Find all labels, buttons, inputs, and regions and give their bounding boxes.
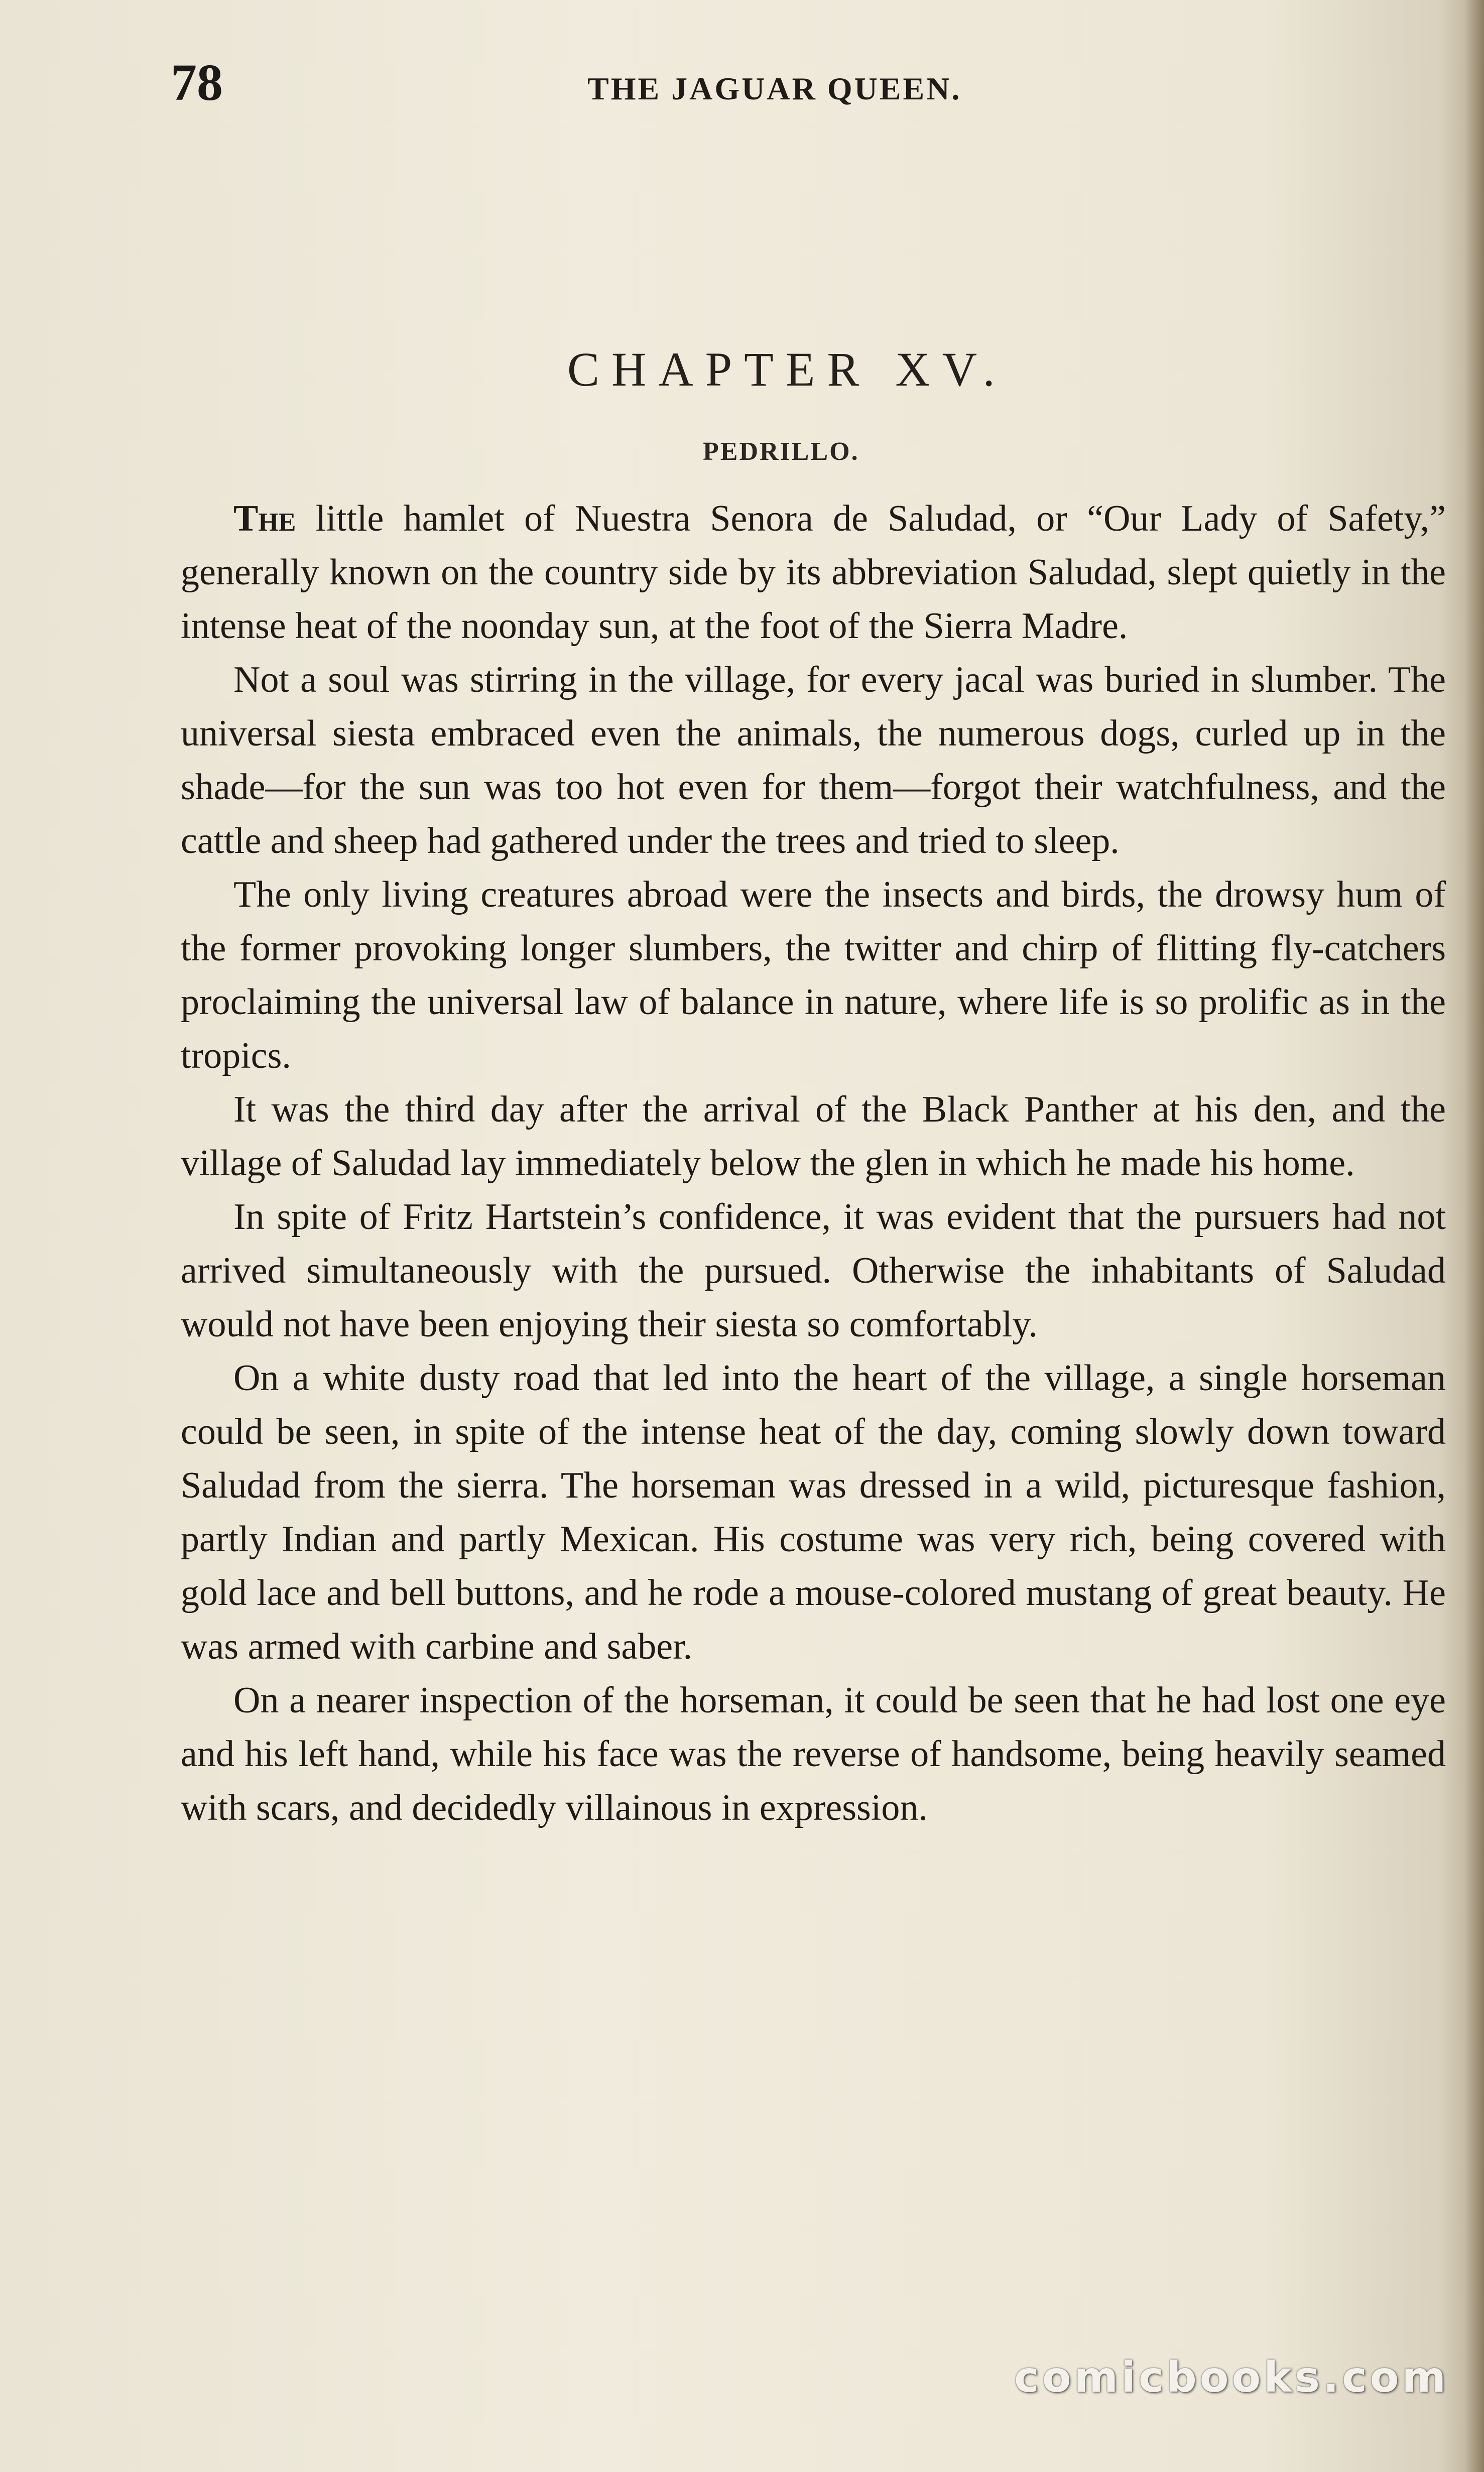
watermark: comicbooks.com [1014, 2353, 1449, 2402]
paragraph [181, 1083, 1446, 1190]
paragraph [181, 492, 1446, 653]
paragraph-text: On a nearer inspection of the horseman, it could be seen that he had lost one eye and his left hand, while his face was the reverse of handsome, being heavily seamed with scars, and decidedly villainous in expression. [181, 1680, 1446, 1828]
paragraph-lead-word: The [233, 498, 296, 539]
page-edge-shadow [1464, 0, 1484, 2472]
paragraph [181, 1674, 1446, 1835]
paragraph [181, 868, 1446, 1083]
paragraph-text: little hamlet of Nuestra Senora de Saludad, or “Our Lady of Safety,” generally known on the country side by its abbreviation Saludad, slept quietly in the intense heat of the noonday sun, at the foot of the Sierra Madre. [181, 498, 1446, 647]
paragraph-text: On a white dusty road that led into the heart of the village, a single horseman could be seen, in spite of the intense heat of the day, coming slowly down toward Saludad from the sierra. The horseman was dressed in a wild, picturesque fashion, partly Indian and partly Mexican. His costume was very rich, being covered with gold lace and bell buttons, and he rode a mouse-colored mustang of great beauty. He was armed with carbine and saber. [181, 1357, 1446, 1667]
paragraph-text: The only living creatures abroad were the insects and birds, the drowsy hum of the former provoking longer slumbers, the twitter and chirp of flitting fly-catchers proclaiming the universal law of balance in nature, where life is so prolific as in the tropics. [181, 874, 1446, 1076]
chapter-title: CHAPTER XV. [567, 342, 1007, 396]
paragraph-text: It was the third day after the arrival of the Black Panther at his den, and the village of Saludad lay immediately below the glen in which he made his home. [181, 1089, 1446, 1184]
page-number: 78 [171, 54, 223, 111]
paragraph [181, 1190, 1446, 1351]
paragraph-text: Not a soul was stirring in the village, for every jacal was buried in slumber. The universal siesta embraced even the animals, the numerous dogs, curled up in the shade—for the sun was too hot even for them—forgot their watchfulness, and the cattle and sheep had gathered under the trees and tried to sleep. [181, 659, 1446, 861]
paragraph [181, 653, 1446, 868]
paragraph [181, 1351, 1446, 1674]
running-head: THE JAGUAR QUEEN. [587, 71, 962, 106]
chapter-subtitle: PEDRILLO. [703, 437, 859, 466]
body-text [181, 492, 1446, 1835]
paragraph-text: In spite of Fritz Hartstein’s confidence, it was evident that the pursuers had not arrived simultaneously with the pursued. Otherwise the inhabitants of Saludad would not have been enjoying their siesta so comfortably. [181, 1196, 1446, 1345]
